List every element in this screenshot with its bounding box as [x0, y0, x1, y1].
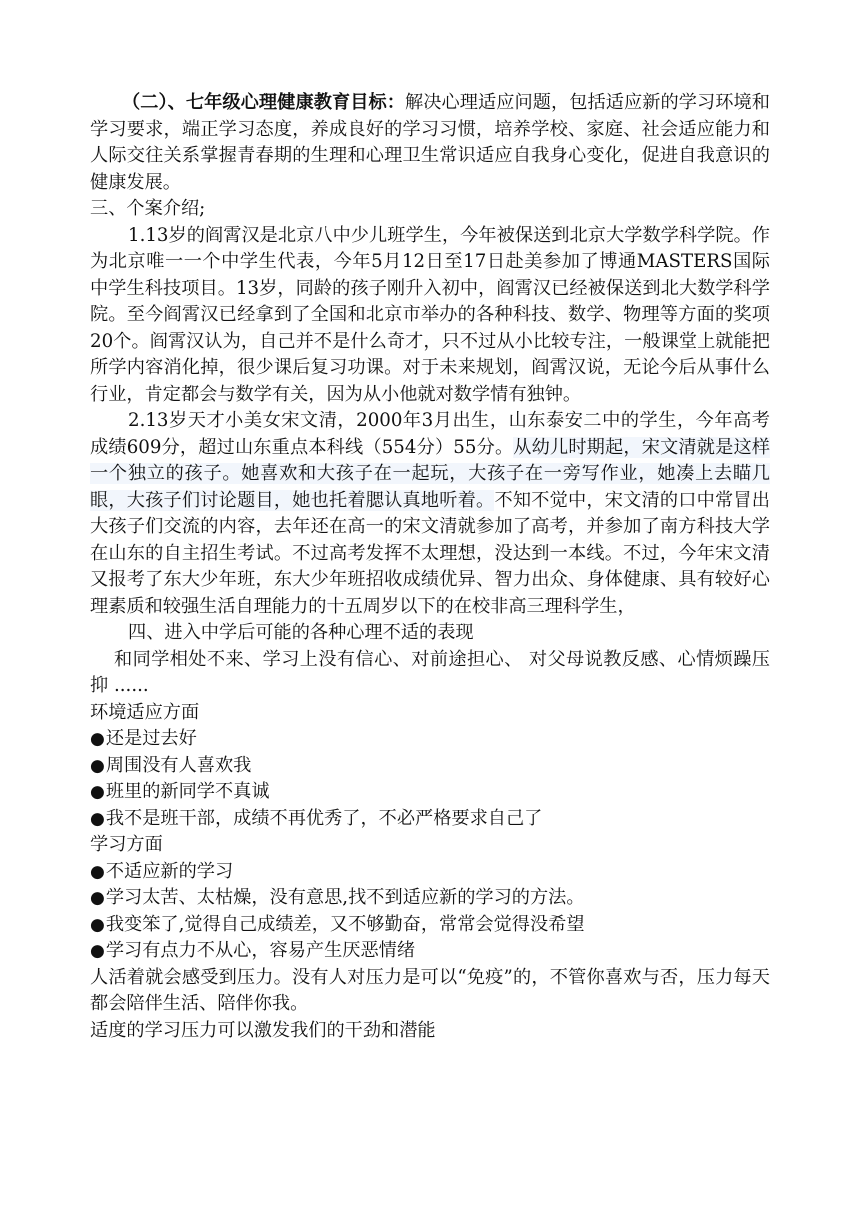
document-page — [90, 90, 770, 1044]
environment-heading: 环境适应方面 — [90, 701, 200, 723]
case-1-paragraph: 1.13岁的阎霄汉是北京八中少儿班学生，今年被保送到北京大学数学科学院。作为北京唯一一个中学生代表，今年5月12日至17日赴美参加了博通MASTERS国际中学生科技项目。13岁，同龄的孩子刚升入初中，阎霄汉已经被保送到北大数学科学院。至今阎霄汉已经拿到了全国和北京市举办的各种科技、数学、物理等方面的奖项20个。阎霄汉认为，自己并不是什么奇才，只不过从小比较专注，一般课堂上就能把所学内容消化掉，很少课后复习功课。对于未来规划，阎霄汉说，无论今后从事什么行业，肯定都会与数学有关，因为从小他就对数学情有独钟。 — [90, 224, 770, 405]
list-item: ●学习太苦、太枯燥，没有意思,找不到适应新的学习的方法。 — [90, 887, 585, 908]
list-item: ●我不是班干部，成绩不再优秀了，不必严格要求自己了 — [90, 807, 543, 829]
bullet-icon: ● — [90, 914, 105, 935]
list-item: ●还是过去好 — [90, 728, 197, 749]
case-2-part-c: 不知不觉中，宋文清的口中常冒出大孩子们交流的内容，去年还在高一的宋文清就参加了高考，并参加了南方科技大学在山东的自主招生考试。不过高考发挥不太理想，没达到一本线。不过，今年宋文清又报考了东大少年班，东大少年班招收成绩优异、智力出众、身体健康、具有较好心理素质和较强生活自理能力的十五周岁以下的在校非高三理科学生， — [90, 489, 770, 617]
study-heading: 学习方面 — [90, 834, 163, 855]
section-3-heading: 三、个案介绍; — [90, 198, 206, 219]
list-item: ●周围没有人喜欢我 — [90, 754, 252, 776]
moderate-pressure-line: 适度的学习压力可以激发我们的干劲和潜能 — [90, 1019, 436, 1041]
section-4-heading: 四、进入中学后可能的各种心理不适的表现 — [128, 622, 474, 643]
bullet-icon: ● — [90, 729, 105, 749]
list-item: ●学习有点力不从心，容易产生厌恶情绪 — [90, 940, 416, 961]
case-2-paragraph — [90, 408, 770, 620]
bullet-icon: ● — [90, 861, 105, 882]
bullet-icon: ● — [90, 755, 105, 776]
bullet-icon: ● — [90, 782, 105, 802]
bullet-icon: ● — [90, 888, 105, 908]
case-2-part-a: 2.13岁天才小美女宋文清，2000年3月出生，山东泰安二中的学生，今年高考成绩609分，超过山东重点本科线（554分）55分。 — [90, 410, 770, 458]
list-item: ●不适应新的学习 — [90, 860, 234, 882]
section-4-intro: 和同学相处不来、学习上没有信心、对前途担心、 对父母说教反感、心情烦躁压抑 ...... — [90, 648, 770, 696]
pressure-paragraph: 人活着就会感受到压力。没有人对压力是可以“免疫”的，不管你喜欢与否，压力每天都会陪伴生活、陪伴你我。 — [90, 966, 770, 1014]
list-item: ●班里的新同学不真诚 — [90, 781, 270, 802]
bullet-icon: ● — [90, 941, 105, 961]
list-item: ●我变笨了,觉得自己成绩差，又不够勤奋，常常会觉得没希望 — [90, 913, 585, 935]
section-2-paragraph — [90, 90, 770, 196]
bullet-icon: ● — [90, 808, 105, 829]
case-2-highlighted-text: 从幼儿时期起，宋文清就是这样一个独立的孩子。她喜欢和大孩子在一起玩，大孩子在一旁写作业，她凑上去瞄几眼，大孩子们讨论题目，她也托着腮认真地听着。 — [90, 436, 770, 511]
section-2-title: （二）、七年级心理健康教育目标： — [122, 92, 405, 113]
section-2-body: 解决心理适应问题，包括适应新的学习环境和学习要求，端正学习态度，养成良好的学习习惯，培养学校、家庭、社会适应能力和人际交往关系掌握青春期的生理和心理卫生常识适应自我身心变化，促进自我意识的健康发展。 — [90, 92, 770, 193]
